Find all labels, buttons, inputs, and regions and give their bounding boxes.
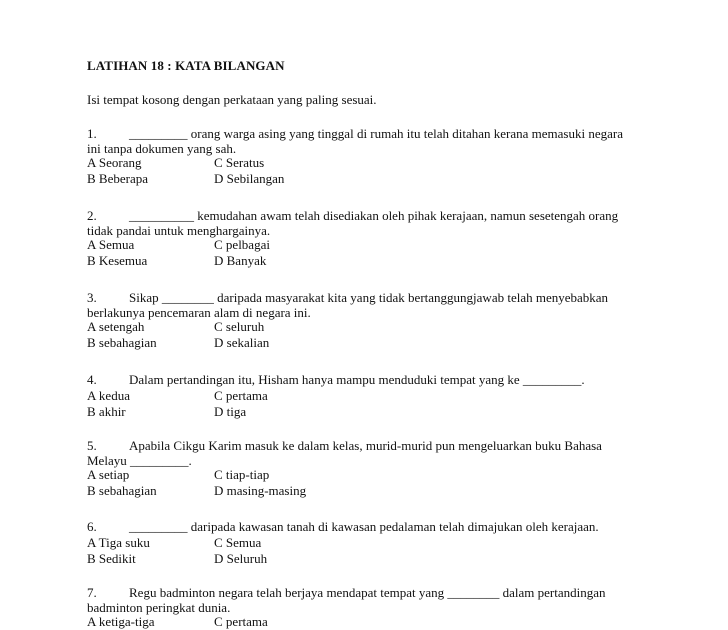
option-d: D Banyak [214,253,267,268]
option-b: B Sedikit [87,551,136,566]
question-text: Regu badminton negara telah berjaya mendapat tempat yang ________ dalam pertandingan [129,585,606,600]
option-b: B akhir [87,404,126,419]
question-5 [87,438,687,499]
question-4 [87,372,687,420]
option-a: A setiap [87,467,130,482]
worksheet-title: LATIHAN 18 : KATA BILANGAN [87,58,285,73]
question-text: Dalam pertandingan itu, Hisham hanya mampu menduduki tempat yang ke _________. [129,372,585,387]
option-b: B Beberapa [87,171,149,186]
question-number: 3. [87,290,97,305]
question-text-continued: ini tanpa dokumen yang sah. [87,141,237,156]
option-a: A setengah [87,319,145,334]
option-b: B Kesemua [87,253,148,268]
question-1 [87,126,687,187]
option-d: D sekalian [214,335,270,350]
option-a: A kedua [87,388,130,403]
question-text: Sikap ________ daripada masyarakat kita yang tidak bertanggungjawab telah menyebabkan [129,290,609,305]
question-3 [87,290,687,351]
question-number: 2. [87,208,97,223]
option-d: D tiga [214,404,247,419]
option-c: C Semua [214,535,262,550]
option-d: D Sebilangan [214,171,285,186]
option-a: A Seorang [87,155,142,170]
option-d: D Seluruh [214,551,268,566]
option-c: C tiap-tiap [214,467,270,482]
option-d: D masing-masing [214,483,307,498]
question-2 [87,208,687,269]
option-a: A ketiga-tiga [87,614,155,629]
question-text: _________ orang warga asing yang tinggal di rumah itu telah ditahan kerana memasuki negara [129,126,623,141]
question-text: Apabila Cikgu Karim masuk ke dalam kelas, murid-murid pun mengeluarkan buku Bahasa [129,438,602,453]
question-text-continued: badminton peringkat dunia. [87,600,231,615]
question-number: 5. [87,438,97,453]
instruction-text: Isi tempat kosong dengan perkataan yang paling sesuai. [87,92,377,107]
option-c: C seluruh [214,319,265,334]
question-number: 7. [87,585,97,600]
option-a: A Tiga suku [87,535,150,550]
question-number: 1. [87,126,97,141]
question-number: 6. [87,519,97,534]
option-c: C pertama [214,614,268,629]
option-a: A Semua [87,237,135,252]
question-6 [87,519,687,567]
question-7 [87,585,687,630]
option-c: C Seratus [214,155,265,170]
option-b: B sebahagian [87,335,157,350]
question-text-continued: tidak pandai untuk menghargainya. [87,223,271,238]
question-text-continued: berlakunya pencemaran alam di negara ini. [87,305,311,320]
option-b: B sebahagian [87,483,157,498]
option-c: C pertama [214,388,268,403]
question-text: __________ kemudahan awam telah disediakan oleh pihak kerajaan, namun sesetengah orang [129,208,619,223]
question-text-continued: Melayu _________. [87,453,192,468]
question-number: 4. [87,372,97,387]
option-c: C pelbagai [214,237,270,252]
question-text: _________ daripada kawasan tanah di kawasan pedalaman telah dimajukan oleh kerajaan. [129,519,599,534]
